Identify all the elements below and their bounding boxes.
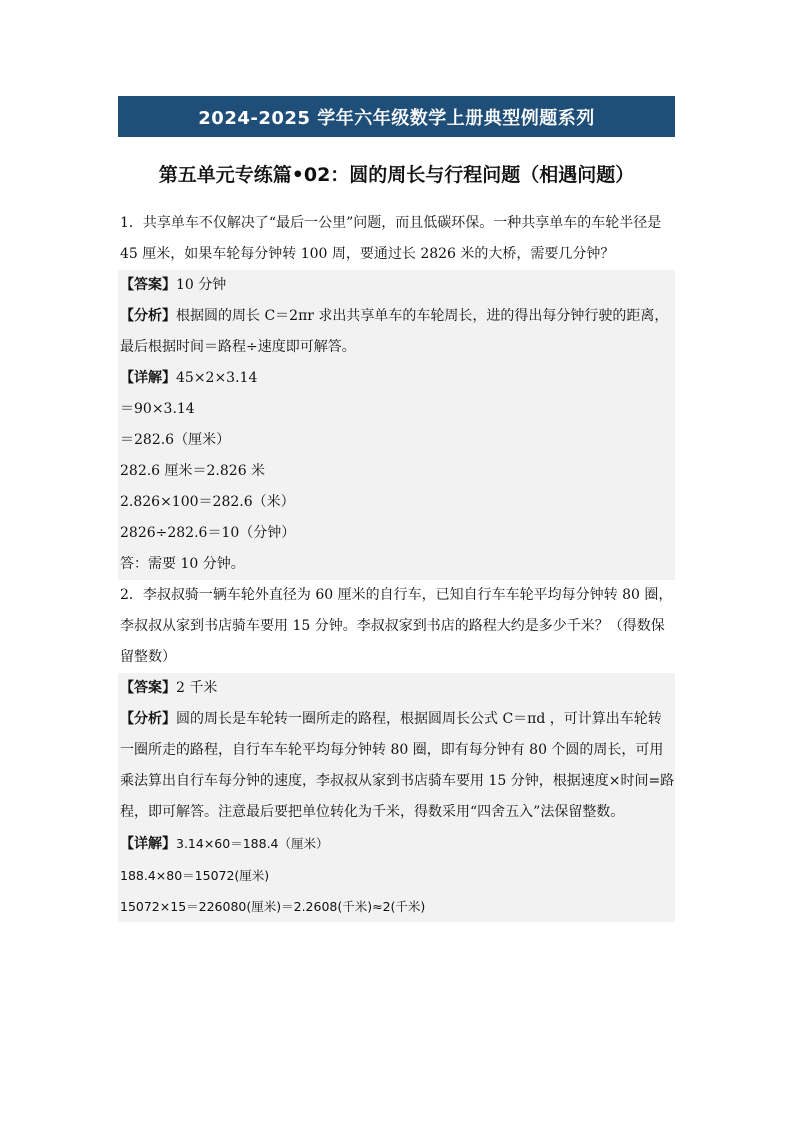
series-title: 2024-2025 学年六年级数学上册典型例题系列 (198, 107, 595, 129)
analysis-tag: 【分析】 (120, 711, 176, 727)
document-body (118, 208, 675, 922)
series-banner (118, 96, 675, 137)
detail-step: 15072×15＝226080(厘米)＝2.2608(千米)≈2(千米) (120, 899, 426, 914)
question-2 (118, 580, 675, 922)
answer-tag: 【答案】 (120, 680, 176, 696)
question-1-solution (118, 270, 675, 580)
detail-step: 188.4×80＝15072(厘米) (120, 868, 270, 883)
analysis-text: 圆的周长是车轮转一圈所走的路程，根据圆周长公式 C＝πd ，可计算出车轮转一圈所走的路程，自行车车轮平均每分钟转 80 圈，即有每分钟有 80 个圆的周长，可用乘法算出自行车每分钟的速度，李叔叔从家到书店骑车要用 15 分钟，根据速度×时间=路程，即可解答。注意最后要把单位转化为千米，得数采用“四舍五入”法保留整数。 (120, 711, 675, 820)
answer-value: 2 千米 (176, 680, 218, 696)
answer-tag: 【答案】 (120, 277, 176, 293)
question-1-text: 1．共享单车不仅解决了“最后一公里”问题，而且低碳环保。一种共享单车的车轮半径是 45 厘米，如果车轮每分钟转 100 周，要通过长 2826 米的大桥，需要几分钟？ (120, 215, 662, 262)
question-2-solution (118, 673, 675, 922)
detail-tag: 【详解】 (120, 370, 176, 386)
detail-step: 2.826×100＝282.6（米） (120, 494, 295, 510)
detail-line (118, 828, 675, 860)
detail-step: 45×2×3.14 (176, 370, 258, 386)
analysis-line (118, 704, 675, 828)
analysis-tag: 【分析】 (120, 308, 176, 324)
analysis-line (118, 301, 675, 363)
detail-step: 282.6 厘米＝2.826 米 (120, 463, 266, 479)
detail-tag: 【详解】 (120, 836, 176, 852)
answer-line (118, 673, 675, 704)
detail-step: 答：需要 10 分钟。 (120, 556, 245, 572)
detail-step: ＝90×3.14 (120, 401, 195, 417)
detail-step: ＝282.6（厘米） (120, 432, 231, 448)
page-title: 第五单元专练篇•02：圆的周长与行程问题（相遇问题） (158, 164, 635, 186)
question-2-text: 2．李叔叔骑一辆车轮外直径为 60 厘米的自行车，已知自行车车轮平均每分钟转 80 圈，李叔叔从家到书店骑车要用 15 分钟。李叔叔家到书店的路程大约是多少千米？（得数保留整数） (120, 587, 673, 665)
detail-step: 3.14×60＝188.4（厘米） (176, 836, 329, 851)
answer-value: 10 分钟 (176, 277, 227, 293)
analysis-text: 根据圆的周长 C＝2πr 求出共享单车的车轮周长，进的得出每分钟行驶的距离，最后根据时间＝路程÷速度即可解答。 (120, 308, 669, 355)
answer-line (118, 270, 675, 301)
detail-step: 2826÷282.6＝10（分钟） (120, 525, 296, 541)
detail-line (118, 363, 675, 394)
question-1 (118, 208, 675, 580)
